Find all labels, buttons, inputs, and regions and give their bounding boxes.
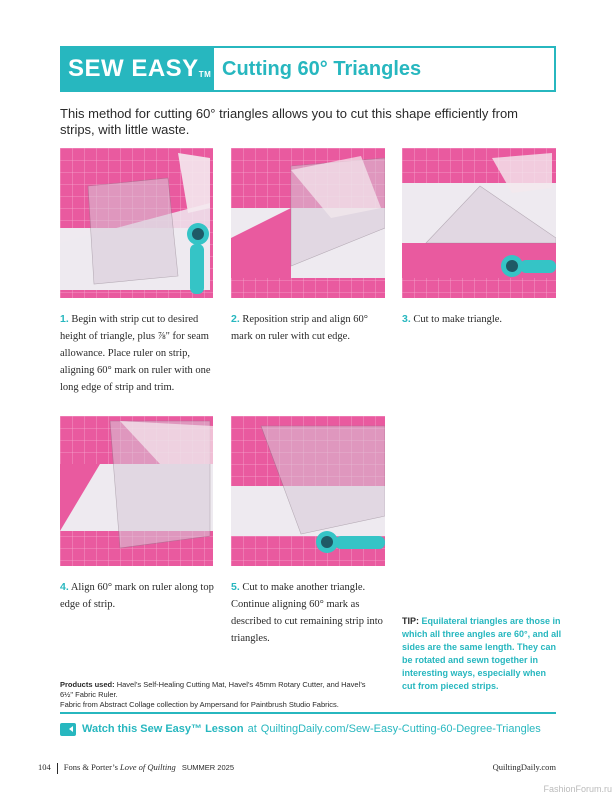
- step-3-photo: [402, 148, 556, 298]
- badge-text: SEW EASY: [68, 55, 199, 82]
- step-text: Cut to make another triangle. Continue aligning 60° mark as described to cut remaining strip into triangles.: [231, 582, 383, 644]
- products-text: Havel’s Self-Healing Cutting Mat, Havel’s 45mm Rotary Cutter, and Havel’s 6½" Fabric Ruler.: [60, 680, 366, 699]
- magazine-italic: Love of Quilting: [120, 762, 176, 772]
- page-footer: [38, 762, 556, 776]
- step-text: Cut to make triangle.: [413, 314, 503, 325]
- step-text: Begin with strip cut to desired height of triangle, plus ⅞" for seam allowance. Place ruler on strip, aligning 60° mark on ruler with one long edge of strip and trim.: [60, 314, 211, 393]
- page-title: Cutting 60° Triangles: [222, 58, 422, 80]
- step-4-photo: [60, 416, 213, 566]
- step-2-caption: [231, 311, 383, 345]
- step-5-photo: [231, 416, 385, 566]
- step-number: 1.: [60, 313, 69, 325]
- tip-text: Equilateral triangles are those in which all three angles are 60°, and all sides are the same length. They can be rotated and sewn together in interesting ways, especially when cut from pieced strips.: [402, 616, 562, 691]
- step-3-caption: [402, 311, 554, 328]
- sew-easy-badge: [62, 48, 214, 90]
- page-number: 104: [38, 762, 51, 772]
- step-number: 5.: [231, 581, 240, 593]
- step-1-photo: [60, 148, 213, 298]
- watch-at: at: [247, 723, 257, 735]
- divider: [60, 712, 556, 714]
- step-text: Align 60° mark on ruler along top edge of strip.: [60, 582, 214, 610]
- step-text: Reposition strip and align 60° mark on ruler with cut edge.: [231, 314, 368, 342]
- video-camera-icon: [60, 723, 76, 736]
- footer-separator: [57, 763, 58, 774]
- step-2-photo: [231, 148, 385, 298]
- products-used: [60, 680, 380, 710]
- badge-trademark: TM: [198, 70, 212, 79]
- products-label: Products used:: [60, 680, 115, 689]
- step-number: 4.: [60, 581, 69, 593]
- issue-label: SUMMER 2025: [181, 763, 234, 772]
- step-number: 3.: [402, 313, 411, 325]
- step-5-caption: [231, 579, 383, 647]
- header-banner: [60, 46, 556, 92]
- step-1-caption: [60, 311, 220, 396]
- fabric-credit: Fabric from Abstract Collage collection by Ampersand for Paintbrush Studio Fabrics.: [60, 700, 339, 709]
- lesson-url[interactable]: QuiltingDaily.com/Sew-Easy-Cutting-60-Degree-Triangles: [260, 723, 541, 735]
- watch-lesson-label: Watch this Sew Easy™ Lesson: [82, 723, 244, 735]
- tip-box: [402, 615, 562, 693]
- step-number: 2.: [231, 313, 240, 325]
- tip-label: TIP:: [402, 616, 419, 626]
- watch-lesson-link[interactable]: [60, 720, 541, 738]
- footer-site[interactable]: QuiltingDaily.com: [492, 762, 556, 772]
- step-4-caption: [60, 579, 215, 613]
- watermark: FashionForum.ru: [543, 784, 612, 794]
- magazine-name: Fons & Porter’s: [63, 762, 118, 772]
- intro-text: This method for cutting 60° triangles allows you to cut this shape efficiently from strips, with little waste.: [60, 106, 519, 137]
